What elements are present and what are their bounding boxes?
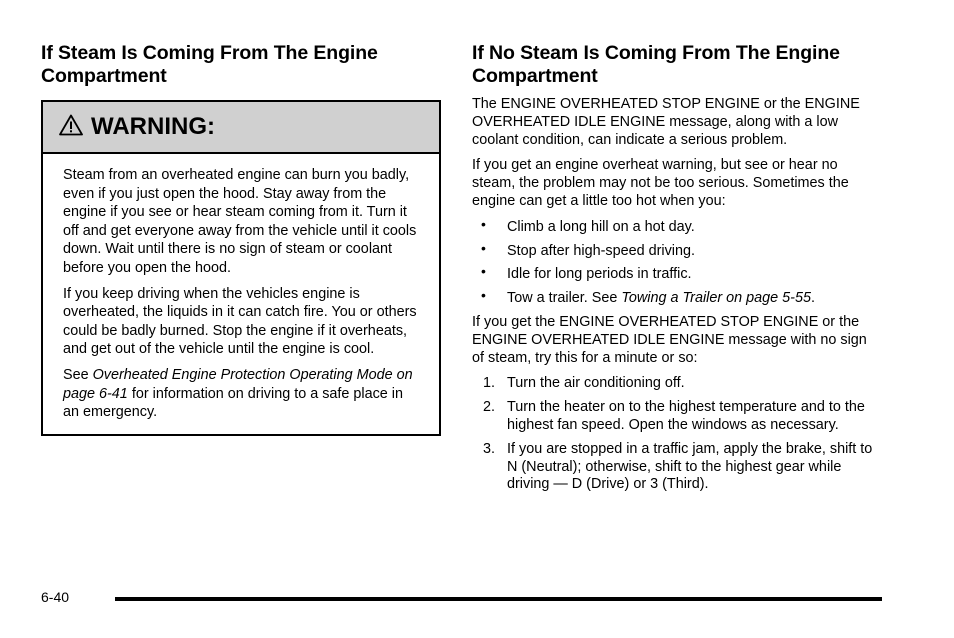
list-item: • Idle for long periods in traffic. xyxy=(481,263,692,283)
bullet-list xyxy=(472,215,882,308)
warning-header xyxy=(43,102,439,154)
page-number: 6-40 xyxy=(41,589,70,605)
footer-rule xyxy=(115,597,882,601)
bullet-icon: • xyxy=(481,215,486,232)
warning-triangle-icon xyxy=(59,114,83,141)
paragraph: The ENGINE OVERHEATED STOP ENGINE or the ENGINE OVERHEATED IDLE ENGINE message, along with a low coolant condition, can indicate a serious problem. xyxy=(472,96,860,148)
bullet-icon: • xyxy=(481,263,486,280)
paragraph: If you get an engine overheat warning, but see or hear no steam, the problem may not be too serious. Sometimes the engine can get a little too hot when you: xyxy=(472,157,849,209)
no-steam-body xyxy=(472,96,882,494)
warning-box xyxy=(41,100,441,436)
numbered-steps xyxy=(472,375,882,494)
warning-paragraph: If you keep driving when the vehicles engine is overheated, the liquids in it can catch fire. You or others could be badly burned. Stop the engine if it overheats, and get out of the vehicle until the engine is cool. xyxy=(63,285,417,358)
warning-body xyxy=(43,154,439,434)
see-reference-paragraph: See Overheated Engine Protection Operating Mode on page 6-41 for information on driving to a safe place in an emergency. xyxy=(63,366,413,421)
list-item: • Climb a long hill on a hot day. xyxy=(481,215,695,235)
step-item: 3. If you are stopped in a traffic jam, apply the brake, shift to N (Neutral); otherwise, shift to the highest gear while driving — D (Drive) or 3 (Third). xyxy=(483,440,873,493)
left-column xyxy=(41,42,441,436)
cross-reference-link: Overheated Engine Protection Operating Mode on page 6-41 xyxy=(63,366,413,402)
step-item: 2. Turn the heater on to the highest temperature and to the highest fan speed. Open the windows as necessary. xyxy=(483,399,865,433)
bullet-icon: • xyxy=(481,287,486,304)
paragraph: If you get the ENGINE OVERHEATED STOP ENGINE or the ENGINE OVERHEATED IDLE ENGINE message with no sign of steam, try this for a minute or so: xyxy=(472,313,867,366)
steam-section-heading: If Steam Is Coming From The Engine Compartment xyxy=(41,42,378,87)
warning-title: WARNING: xyxy=(91,113,215,140)
bullet-icon: • xyxy=(481,239,486,256)
list-item: • Tow a trailer. See Towing a Trailer on page 5-55. xyxy=(481,287,815,307)
no-steam-section-heading: If No Steam Is Coming From The Engine Compartment xyxy=(472,42,840,87)
right-column xyxy=(472,42,882,500)
warning-paragraph: Steam from an overheated engine can burn you badly, even if you just open the hood. Stay away from the engine if you see or hear steam coming from it. Turn it off and get everyone away from the vehicle until it cools down. Wait until there is no sign of steam or coolant before you open the hood. xyxy=(63,167,417,276)
step-item: 1. Turn the air conditioning off. xyxy=(483,375,685,392)
cross-reference-link: Towing a Trailer on page 5-55 xyxy=(621,290,811,307)
list-item: • Stop after high-speed driving. xyxy=(481,239,695,259)
